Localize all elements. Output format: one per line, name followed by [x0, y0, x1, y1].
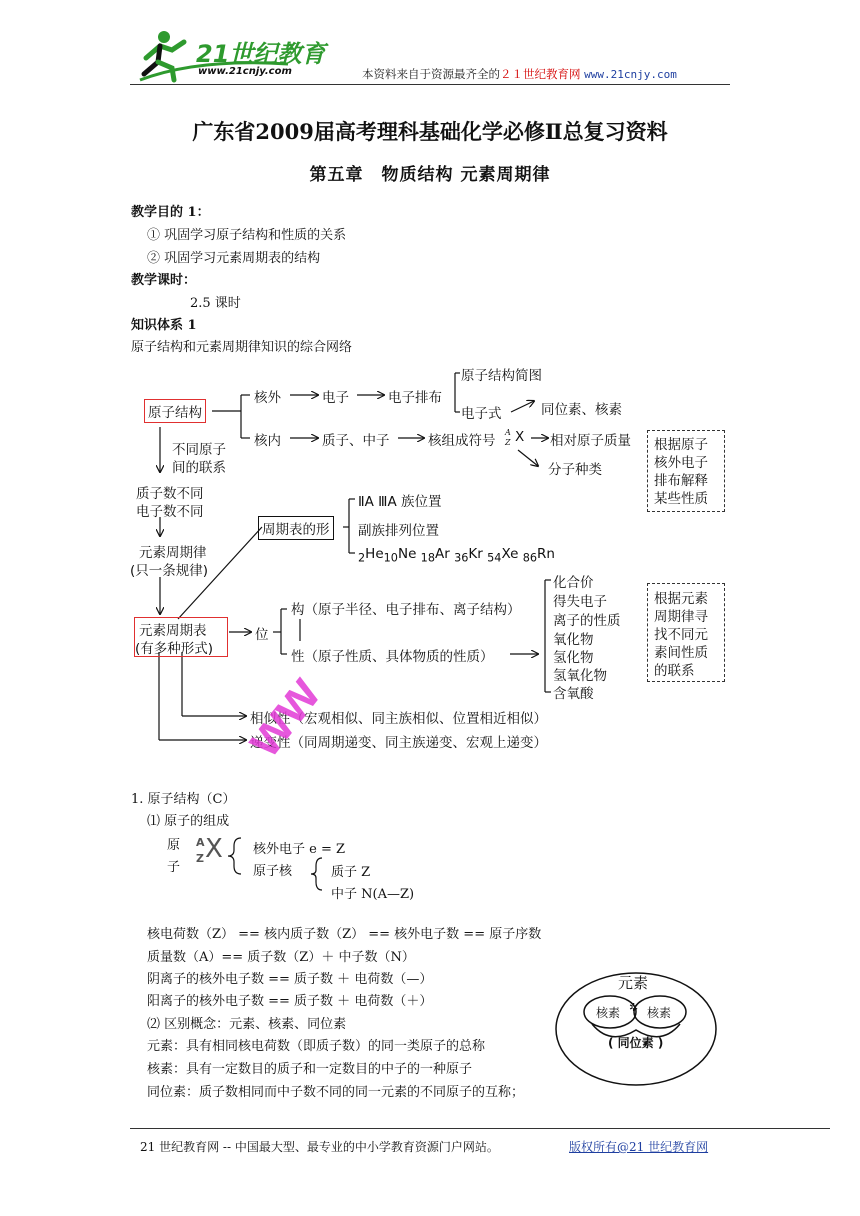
hours-value: 2.5 课时 — [190, 296, 241, 311]
noble-symbol: He — [365, 546, 384, 562]
note-line: 素间性质 — [654, 645, 708, 661]
nucleus-symbol-label: 核组成符号 — [428, 433, 496, 449]
az-mass-number: A — [505, 428, 511, 437]
logo-text: 21世纪教育 — [196, 40, 326, 68]
noble-gas-series — [358, 546, 555, 565]
diff-atoms-label-1: 不同原子 — [172, 442, 226, 458]
note-line: 排布解释 — [654, 473, 708, 489]
proton-diff-label-2: 电子数不同 — [136, 504, 204, 520]
periodic-law-label-1: 元素周期律 — [139, 545, 207, 561]
footer-copyright-link[interactable]: 版权所有@21 世纪教育网 — [569, 1140, 709, 1154]
knowledge-desc: 原子结构和元素周期律知识的综合网络 — [131, 340, 353, 355]
prop-item: 得失电子 — [553, 594, 607, 610]
proton-text: 质子 Z — [331, 865, 371, 880]
note-line: 根据元素 — [654, 591, 708, 607]
logo-url: www.21cnjy.com — [198, 66, 292, 77]
table-forms-box: 周期表的形 — [258, 516, 334, 540]
rel-mass-label: 相对原子质量 — [550, 433, 631, 449]
electron-formula-label: 电子式 — [461, 406, 502, 422]
az-symbol: X — [515, 429, 525, 445]
molecule-types-label: 分子种类 — [548, 462, 602, 478]
outer-electron-text: 核外电子 e = Z — [253, 842, 346, 857]
chapter-title: 第五章 物质结构 元素周期律 — [309, 165, 551, 185]
noble-sub: 86 — [522, 551, 538, 565]
formula-line: 元素：具有相同核电荷数（即质子数）的同一类原子的总称 — [147, 1039, 486, 1054]
noble-sub: 10 — [383, 551, 398, 565]
az-atomic-number-big: Z — [196, 852, 204, 865]
electron-label: 电子 — [322, 390, 349, 406]
note-line: 某些性质 — [654, 491, 708, 507]
hours-heading: 教学课时： — [131, 273, 197, 288]
note-line: 核外电子 — [654, 455, 708, 471]
goals-heading: 教学目的 1： — [131, 205, 210, 220]
note-line: 根据原子 — [654, 437, 708, 453]
noble-sub: 36 — [454, 551, 469, 565]
section1-heading: 1. 原子结构（C） — [131, 792, 236, 807]
prop-item: 离子的性质 — [553, 613, 621, 629]
noble-sub: 54 — [487, 551, 502, 565]
noble-symbol: Ne — [397, 546, 417, 562]
atom-diagram-label: 原子结构简图 — [461, 368, 542, 384]
noble-symbol: Rn — [537, 546, 555, 562]
nucleus-text: 原子核 — [253, 864, 293, 879]
outer-label: 核外 — [254, 390, 281, 406]
structure-label: 构（原子半径、电子排布、离子结构） — [291, 602, 521, 618]
az-atomic-number: Z — [505, 438, 511, 447]
atom-structure-box: 原子结构 — [144, 399, 206, 423]
atom-char-1: 原 — [167, 838, 181, 853]
note-line: 的联系 — [654, 663, 695, 679]
diff-atoms-label-2: 间的联系 — [172, 460, 226, 476]
group-pos-label: ⅡA ⅢA 族位置 — [358, 494, 442, 510]
footer-text: 21 世纪教育网 -- 中国最大型、最专业的中小学教育资源门户网站。 — [140, 1140, 499, 1154]
formula-line: 核素：具有一定数目的质子和一定数目的中子的一种原子 — [147, 1062, 473, 1077]
header-url-link[interactable]: www.21cnjy.com — [584, 68, 677, 81]
note-line: 周期律寻 — [654, 609, 708, 625]
az-mass-number-big: A — [196, 836, 205, 849]
venn-right-label: 核素 — [647, 1006, 672, 1020]
proton-neutron-label: 质子、中子 — [322, 433, 390, 449]
formula-line: 阴离子的核外电子数 == 质子数 ＋ 电荷数（—） — [147, 972, 433, 987]
note-box-electron — [647, 430, 725, 512]
formula-line: 核电荷数（Z） == 核内质子数（Z） == 核外电子数 == 原子序数 — [147, 927, 542, 942]
footer-rule — [130, 1128, 830, 1129]
position-label: 位 — [255, 627, 269, 643]
isotope-nuclide-label: 同位素、核素 — [541, 402, 622, 418]
header-site-link[interactable]: ２１世纪教育网 — [500, 67, 581, 81]
prop-item: 氧化物 — [553, 632, 594, 648]
knowledge-heading: 知识体系 1 — [131, 318, 197, 333]
gradation-label: 递变性（同周期递变、同主族递变、宏观上递变） — [250, 735, 547, 751]
note-line: 找不同元 — [654, 627, 708, 643]
goal-item-2: ② 巩固学习元素周期表的结构 — [147, 251, 321, 266]
periodic-table-label-2: (有多种形式) — [135, 641, 214, 657]
prop-item: 含氧酸 — [553, 686, 594, 702]
formula-line: ⑵ 区别概念：元素、核素、同位素 — [147, 1017, 347, 1032]
periodic-law-label-2: (只一条规律) — [130, 563, 209, 579]
prop-item: 氢化物 — [553, 650, 594, 666]
venn-bottom-label: ( 同位素 ) — [608, 1036, 664, 1050]
sub-group-pos-label: 副族排列位置 — [358, 523, 439, 539]
header-note-prefix: 本资料来自于资源最齐全的 — [362, 67, 500, 81]
formula-line: 阳离子的核外电子数 == 质子数 ＋ 电荷数（＋） — [147, 994, 433, 1009]
noble-sub: 18 — [420, 551, 435, 565]
venn-link-icon: ✲ — [629, 1001, 639, 1014]
periodic-table-label-1: 元素周期表 — [139, 623, 207, 639]
formula-line: 同位素：质子数相同而中子数不同的同一元素的不同原子的互称； — [147, 1085, 525, 1100]
noble-symbol: Xe — [501, 546, 519, 562]
prop-item: 化合价 — [553, 575, 594, 591]
venn-outer-label: 元素 — [618, 974, 649, 992]
property-label: 性（原子性质、具体物质的性质） — [291, 649, 494, 665]
periodic-table-box — [134, 617, 228, 657]
page-title: 广东省2009届高考理科基础化学必修Ⅱ总复习资料 — [192, 119, 668, 144]
noble-symbol: Ar — [435, 546, 450, 562]
noble-sub: 2 — [358, 551, 366, 565]
atom-char-2: 子 — [167, 860, 181, 875]
similarity-label: 相似性（宏观相似、同主族相似、位置相近相似） — [250, 711, 547, 727]
prop-item: 氢氧化物 — [553, 668, 607, 684]
formula-line: 质量数（A）== 质子数（Z）＋ 中子数（N） — [147, 950, 415, 965]
section1-sub1: ⑴ 原子的组成 — [147, 814, 230, 829]
electron-config-label: 电子排布 — [388, 390, 442, 406]
goal-item-1: ① 巩固学习原子结构和性质的关系 — [147, 228, 347, 243]
inner-label: 核内 — [254, 433, 281, 449]
proton-diff-label-1: 质子数不同 — [136, 486, 204, 502]
az-symbol-big: X — [205, 834, 223, 864]
note-box-periodic — [647, 583, 725, 682]
venn-left-label: 核素 — [596, 1006, 621, 1020]
watermark: ww — [232, 664, 332, 768]
neutron-text: 中子 N(A—Z) — [331, 887, 415, 902]
noble-symbol: Kr — [468, 546, 483, 562]
